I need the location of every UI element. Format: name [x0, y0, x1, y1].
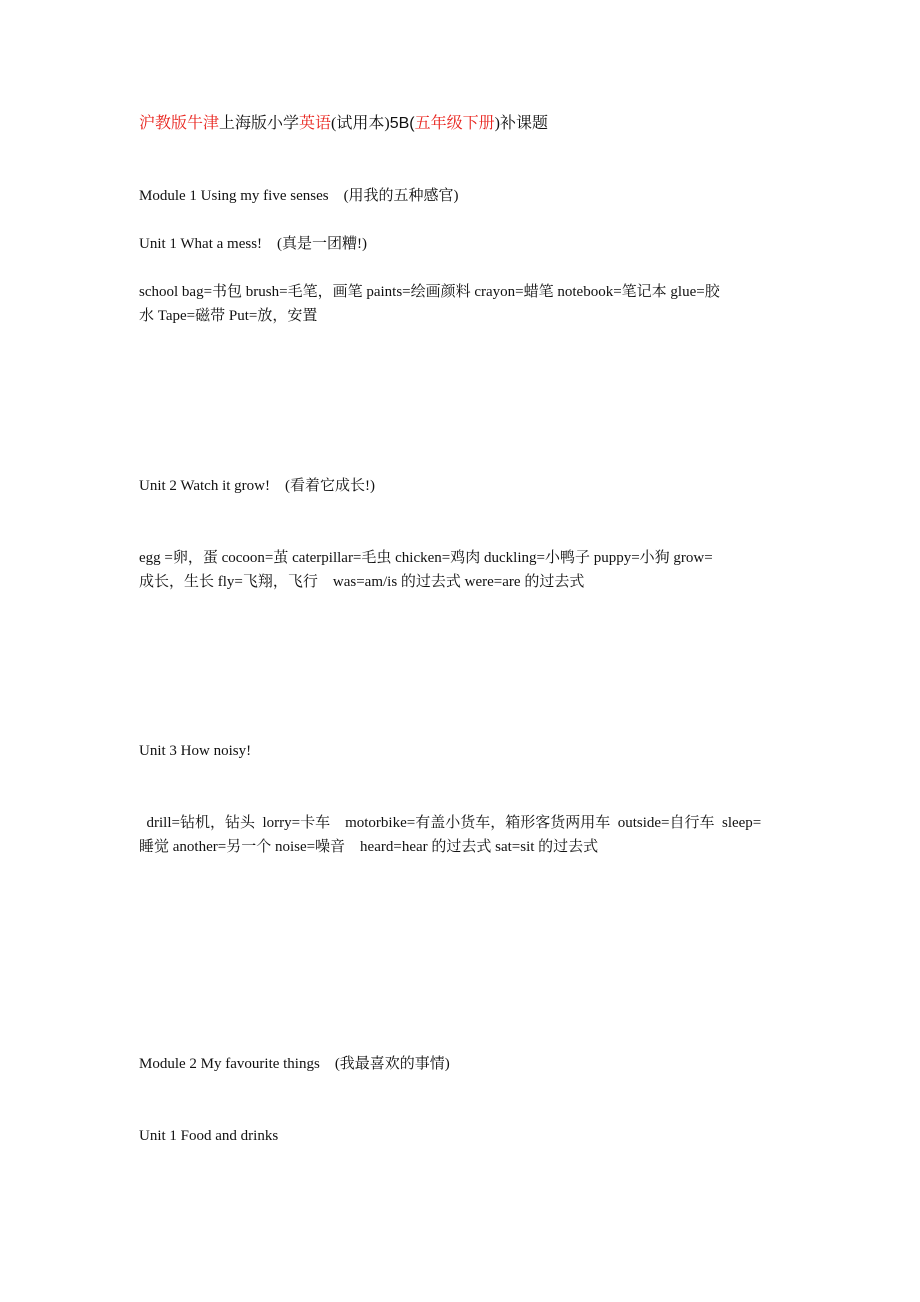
- title-segment-suffix: )补课题: [494, 115, 548, 132]
- module-1-unit-1-vocab-line-1: school bag=书包 brush=毛笔，画笔 paints=绘画颜料 crayon=蜡笔 notebook=笔记本 glue=胶: [139, 284, 720, 300]
- module-1-unit-3-vocab-line-2: 睡觉 another=另一个 noise=噪音 heard=hear 的过去式 sat=sit 的过去式: [139, 839, 599, 855]
- title-segment-grade-code: 5B(: [389, 115, 415, 132]
- title-segment-subject: 英语: [299, 115, 332, 132]
- module-1-unit-1-vocab-line-2: 水 Tape=磁带 Put=放，安置: [139, 308, 318, 324]
- title-segment-publisher: 沪教版牛津: [139, 115, 220, 132]
- title-segment-edition: 上海版小学: [219, 115, 300, 132]
- module-2-unit-1-heading: Unit 1 Food and drinks: [139, 1128, 279, 1144]
- title-segment-trial: (试用本): [331, 115, 390, 132]
- document-title: [139, 112, 548, 136]
- module-1-unit-3-heading: Unit 3 How noisy!: [139, 743, 252, 759]
- module-1-unit-2-heading: Unit 2 Watch it grow! (看着它成长!): [139, 478, 375, 494]
- module-1-unit-2-vocab-line-1: egg =卵，蛋 cocoon=茧 caterpillar=毛虫 chicken=鸡肉 duckling=小鸭子 puppy=小狗 grow=: [139, 550, 713, 566]
- module-1-unit-2-vocab-line-2: 成长，生长 fly=飞翔，飞行 was=am/is 的过去式 were=are 的过去式: [139, 574, 585, 590]
- module-1-unit-3-vocab-line-1: drill=钻机，钻头 lorry=卡车 motorbike=有盖小货车，箱形客货两用车 outside=自行车 sleep=: [139, 815, 762, 831]
- module-1-unit-1-heading: Unit 1 What a mess! (真是一团糟!): [139, 236, 368, 252]
- module-1-heading: Module 1 Using my five senses (用我的五种感官): [139, 188, 459, 204]
- title-segment-grade: 五年级下册: [414, 115, 495, 132]
- module-2-heading: Module 2 My favourite things (我最喜欢的事情): [139, 1056, 450, 1072]
